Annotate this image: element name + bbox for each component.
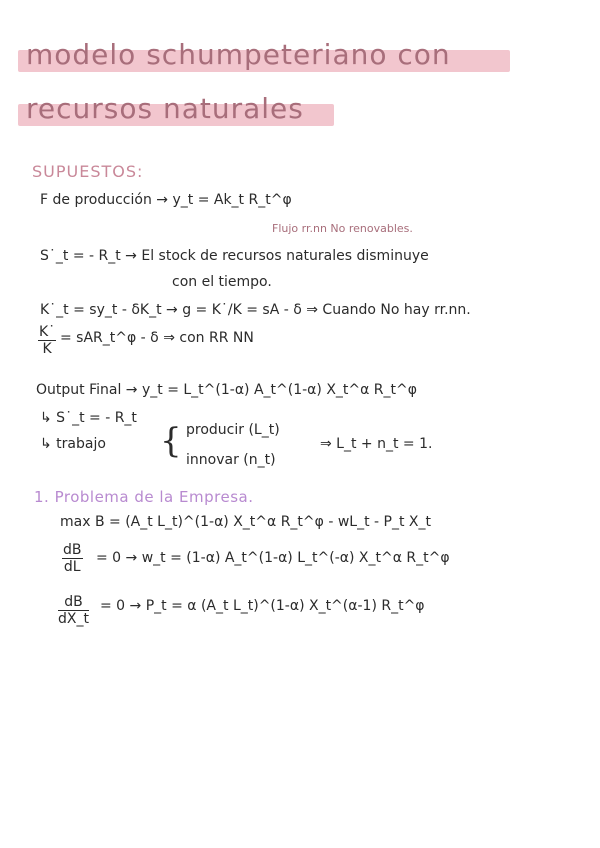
capital-accumulation-line: K˙_t = sy_t - δK_t → g = K˙/K = sA - δ ⇒ Cuando No hay rr.nn. xyxy=(40,302,471,318)
title-text-2: recursos naturales xyxy=(26,92,304,125)
foc-labor-numerator: dB xyxy=(63,542,82,558)
foc-labor-denominator: dL xyxy=(63,559,81,575)
production-function-line: F de producción → y_t = Ak_t R_t^φ xyxy=(40,192,292,208)
foc-input-denominator: dX_t xyxy=(58,611,89,627)
production-note: Flujo rr.nn No renovables. xyxy=(272,222,413,235)
labor-constraint: ⇒ L_t + n_t = 1. xyxy=(320,436,433,452)
output-final-line: Output Final → y_t = L_t^(1-α) A_t^(1-α) X_t^α R_t^φ xyxy=(36,382,417,398)
supuestos-heading: SUPUESTOS: xyxy=(32,162,144,181)
title-text-1: modelo schumpeteriano con xyxy=(26,38,451,71)
stock-line-continued: con el tiempo. xyxy=(172,274,272,290)
labor-branch-brace: { xyxy=(160,421,182,461)
title-line-2 xyxy=(18,92,334,125)
output-labor-sub: ↳ trabajo xyxy=(40,436,106,452)
labor-branch-produce: producir (L_t) xyxy=(186,422,280,438)
output-stock-sub: ↳ S˙_t = - R_t xyxy=(40,410,137,426)
problema-heading: 1. Problema de la Empresa. xyxy=(34,488,254,506)
foc-labor-equation: = 0 → w_t = (1-α) A_t^(1-α) L_t^(-α) X_t^α R_t^φ xyxy=(96,550,450,566)
growth-fraction-denominator: K xyxy=(42,341,52,357)
stock-line: S˙_t = - R_t → El stock de recursos naturales disminuye xyxy=(40,248,429,264)
foc-input-numerator: dB xyxy=(58,594,89,611)
growth-fraction xyxy=(38,324,56,357)
foc-labor-fraction xyxy=(62,542,83,575)
foc-input-equation: = 0 → P_t = α (A_t L_t)^(1-α) X_t^(α-1) R_t^φ xyxy=(100,598,425,614)
capital-with-resources-line: = sAR_t^φ - δ ⇒ con RR NN xyxy=(60,330,254,346)
maximization-line: max B = (A_t L_t)^(1-α) X_t^α R_t^φ - wL_t - P_t X_t xyxy=(60,514,431,530)
foc-input-fraction xyxy=(58,594,89,627)
title-line-1 xyxy=(18,38,510,71)
growth-fraction-numerator: K˙ xyxy=(39,324,56,340)
labor-branch-innovate: innovar (n_t) xyxy=(186,452,276,468)
